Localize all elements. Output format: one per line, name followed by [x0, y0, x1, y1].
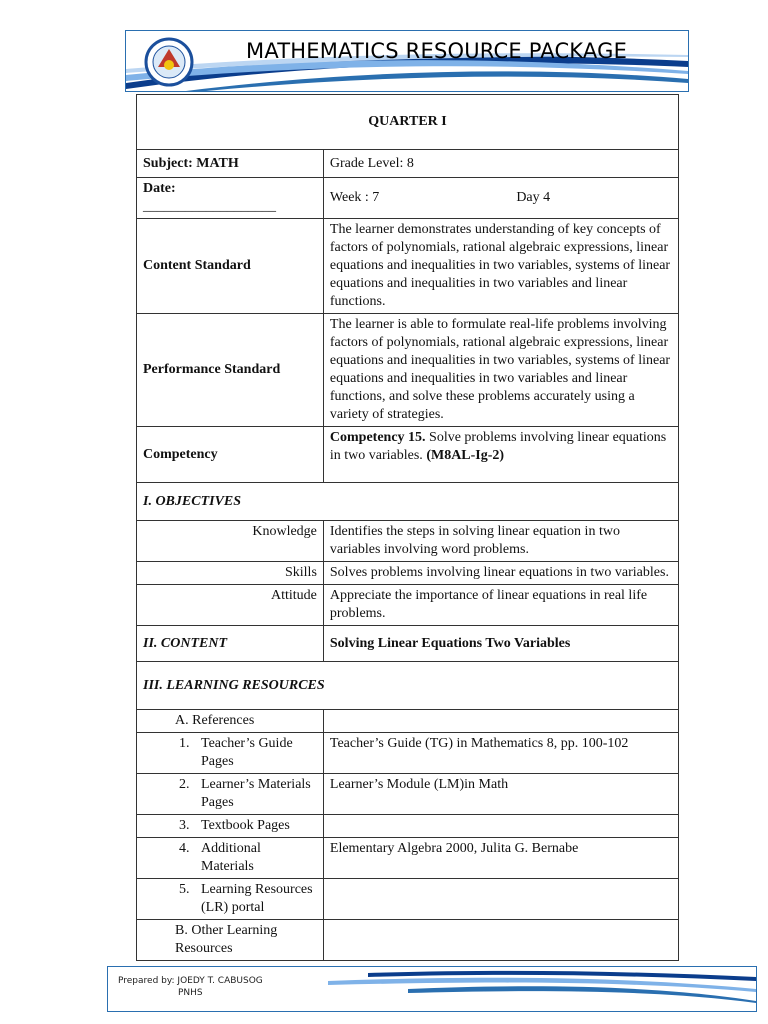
performance-standard-label: Performance Standard — [137, 314, 324, 427]
reference-label-cell — [137, 774, 324, 815]
quarter-row — [137, 95, 679, 150]
competency-label: Competency — [137, 427, 324, 483]
competency-text: Solve problems involving linear equations in two variables. — [329, 430, 667, 463]
objective-label: Knowledge — [137, 521, 324, 562]
content-standard-row — [137, 219, 679, 314]
prepared-by: Prepared by: JOEDY T. CABUSOG — [118, 976, 263, 986]
subject-row — [137, 150, 679, 178]
reference-row — [137, 838, 679, 879]
deped-seal-icon — [144, 37, 194, 87]
objective-text: Identifies the steps in solving linear equation in two variables involving word problems. — [323, 521, 678, 562]
page-title: MATHEMATICS RESOURCE PACKAGE — [246, 39, 628, 63]
reference-label: Textbook Pages — [201, 818, 290, 833]
references-value — [323, 710, 678, 733]
reference-label-cell — [137, 733, 324, 774]
other-resources-value — [323, 920, 678, 961]
day-label: Day 4 — [516, 190, 551, 205]
reference-num: 1. — [179, 736, 190, 751]
date-blank: ___________________ — [143, 199, 276, 214]
competency-prefix: Competency 15. — [329, 430, 426, 445]
reference-label-cell — [137, 838, 324, 879]
reference-value: Elementary Algebra 2000, Julita G. Bernabe — [323, 838, 678, 879]
week-label: Week : 7 — [329, 190, 380, 205]
reference-value: Learner’s Module (LM)in Math — [323, 774, 678, 815]
quarter-title: QUARTER I — [137, 95, 679, 150]
reference-value: Teacher’s Guide (TG) in Mathematics 8, pp. 100-102 — [323, 733, 678, 774]
reference-row — [137, 879, 679, 920]
reference-value — [323, 879, 678, 920]
content-standard-text: The learner demonstrates understanding of key concepts of factors of polynomials, rational algebraic expressions, linear equations and inequalities in two variables, systems of linear equations and inequalities in two variables and linear functions. — [323, 219, 678, 314]
content-standard-label: Content Standard — [137, 219, 324, 314]
reference-value — [323, 815, 678, 838]
reference-label: Learner’s Materials Pages — [201, 777, 311, 810]
reference-label: Learning Resources (LR) portal — [201, 882, 313, 915]
footer-banner — [107, 966, 757, 1012]
objectives-heading-row — [137, 483, 679, 521]
week-day-cell — [323, 178, 678, 219]
competency-row — [137, 427, 679, 483]
reference-row — [137, 815, 679, 838]
school-name: PNHS — [178, 988, 203, 998]
grade-level: Grade Level: 8 — [323, 150, 678, 178]
reference-label-cell — [137, 879, 324, 920]
reference-num: 3. — [179, 818, 190, 833]
reference-num: 5. — [179, 882, 190, 897]
reference-row — [137, 774, 679, 815]
performance-standard-row — [137, 314, 679, 427]
other-resources-label: B. Other Learning Resources — [137, 920, 324, 961]
content-heading: II. CONTENT — [137, 626, 324, 662]
date-cell — [137, 178, 324, 219]
footer-credits — [118, 975, 263, 999]
references-row — [137, 710, 679, 733]
objective-row-skills — [137, 562, 679, 585]
objective-row-knowledge — [137, 521, 679, 562]
reference-label-cell — [137, 815, 324, 838]
subject-label: Subject: MATH — [137, 150, 324, 178]
header-banner — [125, 30, 689, 92]
references-label: A. References — [137, 710, 324, 733]
reference-num: 2. — [179, 777, 190, 792]
lesson-plan-table — [136, 94, 679, 961]
other-resources-row — [137, 920, 679, 961]
objectives-heading: I. OBJECTIVES — [137, 483, 679, 521]
objective-text: Solves problems involving linear equations in two variables. — [323, 562, 678, 585]
resources-heading-row — [137, 662, 679, 710]
content-row — [137, 626, 679, 662]
objective-label: Skills — [137, 562, 324, 585]
reference-label: Teacher’s Guide Pages — [201, 736, 293, 769]
resources-heading: III. LEARNING RESOURCES — [137, 662, 679, 710]
performance-standard-text: The learner is able to formulate real-life problems involving factors of polynomials, rational algebraic expressions, linear equations and inequalities in two variables, systems of linear equations and inequalities in two variables and linear functions, and solve these problems accurately using a variety of strategies. — [323, 314, 678, 427]
objective-label: Attitude — [137, 585, 324, 626]
reference-row — [137, 733, 679, 774]
competency-cell — [323, 427, 678, 483]
objective-row-attitude — [137, 585, 679, 626]
content-text: Solving Linear Equations Two Variables — [323, 626, 678, 662]
objective-text: Appreciate the importance of linear equations in real life problems. — [323, 585, 678, 626]
reference-num: 4. — [179, 841, 190, 856]
reference-label: Additional Materials — [201, 841, 261, 874]
competency-code: (M8AL-Ig-2) — [426, 448, 505, 463]
date-label: Date: — [143, 181, 176, 196]
date-row — [137, 178, 679, 219]
